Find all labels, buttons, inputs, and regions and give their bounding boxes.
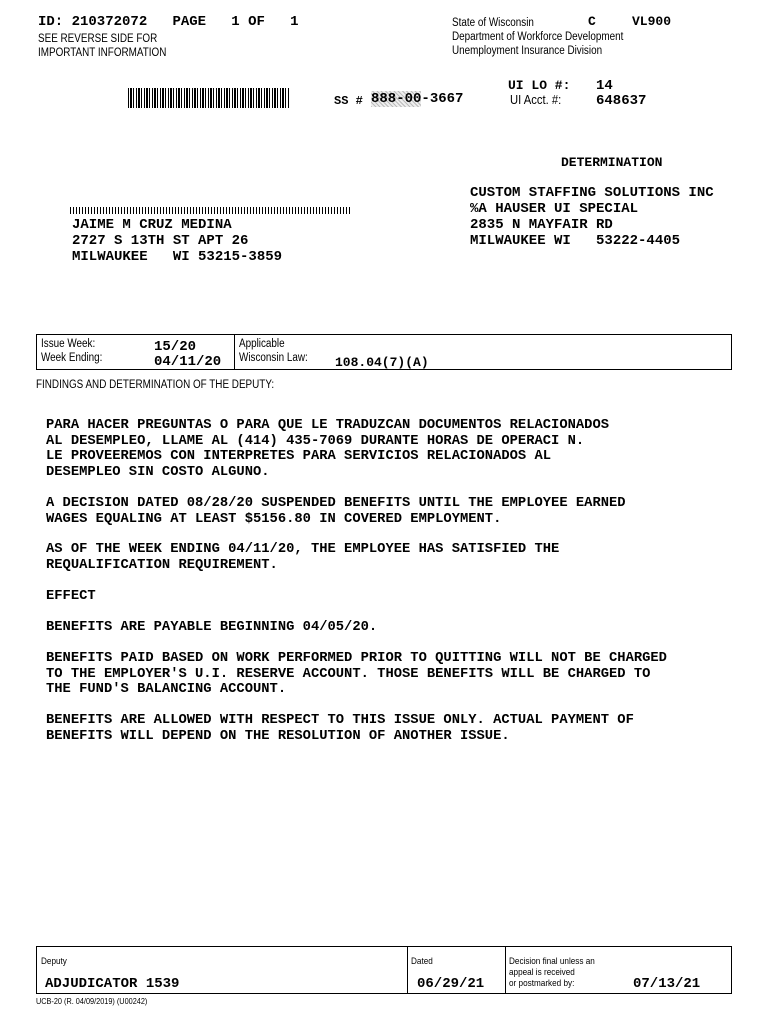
barcode [128,88,290,108]
paragraph-spanish-notice: PARA HACER PREGUNTAS O PARA QUE LE TRADUZCAN DOCUMENTOS RELACIONADOS AL DESEMPLEO, LLAME AL (414) 435-7069 DURANTE HORAS DE OPERACI N. LE PROVEEREMOS CON INTERPRETES PARA SERVICIOS RELACIONADOS AL DESEMPLEO SIN COSTO ALGUNO. [46,418,610,480]
paragraph-charging: BENEFITS PAID BASED ON WORK PERFORMED PRIOR TO QUITTING WILL NOT BE CHARGED TO THE EMPLOYER'S U.I. RESERVE ACCOUNT. THOSE BENEFITS WILL BE CHARGED TO THE FUND'S BALANCING ACCOUNT. [46,651,667,697]
ss-visible-part: -3667 [421,91,464,107]
week-ending-label: Week Ending: [41,352,103,364]
week-ending-value: 04/11/20 [154,354,222,370]
determination-title: DETERMINATION [561,155,663,170]
ss-number [371,91,463,107]
claimant-name: JAIME M CRUZ MEDINA [72,217,232,233]
ss-masked-part: 888- [371,91,405,107]
employer-attn: %A HAUSER UI SPECIAL [470,201,639,217]
paragraph-payable: BENEFITS ARE PAYABLE BEGINNING 04/05/20. [46,620,378,635]
deputy-value: ADJUDICATOR 1539 [45,976,180,992]
ui-lo-label: UI LO #: [508,78,571,93]
wisconsin-law-value: 108.04(7)(A) [335,355,429,370]
state-name: State of Wisconsin [452,17,534,29]
ui-lo-value: 14 [596,78,613,94]
wisconsin-law-label: Wisconsin Law: [239,352,308,364]
claimant-street: 2727 S 13TH ST APT 26 [72,233,249,249]
code-vl900: VL900 [632,14,672,29]
ui-acct-label: UI Acct. #: [510,93,562,107]
ui-acct-value: 648637 [596,93,647,109]
ss-label: SS # [334,94,363,108]
issue-week-label: Issue Week: [41,338,96,350]
department-name: Department of Workforce Development [452,31,624,43]
effect-heading: EFFECT [46,589,96,604]
paragraph-prior-decision: A DECISION DATED 08/28/20 SUSPENDED BENEFITS UNTIL THE EMPLOYEE EARNED WAGES EQUALING AT LEAST $5156.80 IN COVERED EMPLOYMENT. [46,496,626,527]
form-code: UCB-20 (R. 04/09/2019) (U00242) [36,996,148,1006]
dated-label: Dated [411,956,433,967]
employer-city: MILWAUKEE WI 53222-4405 [470,233,681,249]
employer-street: 2835 N MAYFAIR RD [470,217,613,233]
agency-block [452,16,623,58]
findings-heading: FINDINGS AND DETERMINATION OF THE DEPUTY: [36,379,275,391]
claimant-address [72,217,282,265]
employer-address [470,185,714,249]
issue-info-box [36,334,732,370]
ss-masked-part-2: 00 [404,91,422,107]
signature-box [36,946,732,994]
applicable-label: Applicable [239,338,285,350]
code-c: C [588,14,596,29]
postal-barcode [70,207,350,214]
claimant-city: MILWAUKEE WI 53215-3859 [72,249,283,265]
see-reverse-note: SEE REVERSE SIDE FOR IMPORTANT INFORMATION [38,33,167,59]
dated-value: 06/29/21 [417,976,485,992]
division-name: Unemployment Insurance Division [452,45,603,57]
employer-name: CUSTOM STAFFING SOLUTIONS INC [470,185,714,201]
issue-week-value: 15/20 [154,339,197,355]
document-id: ID: 210372072 PAGE 1 OF 1 [38,14,299,30]
paragraph-requalification: AS OF THE WEEK ENDING 04/11/20, THE EMPLOYEE HAS SATISFIED THE REQUALIFICATION REQUIREMENT. [46,542,560,573]
final-note-2: appeal is received [509,967,575,978]
final-note-1: Decision final unless an [509,956,595,967]
final-date-value: 07/13/21 [633,976,701,992]
deputy-label: Deputy [41,956,67,967]
final-note-3: or postmarked by: [509,978,575,989]
paragraph-allowed: BENEFITS ARE ALLOWED WITH RESPECT TO THIS ISSUE ONLY. ACTUAL PAYMENT OF BENEFITS WILL DEPEND ON THE RESOLUTION OF ANOTHER ISSUE. [46,713,634,744]
